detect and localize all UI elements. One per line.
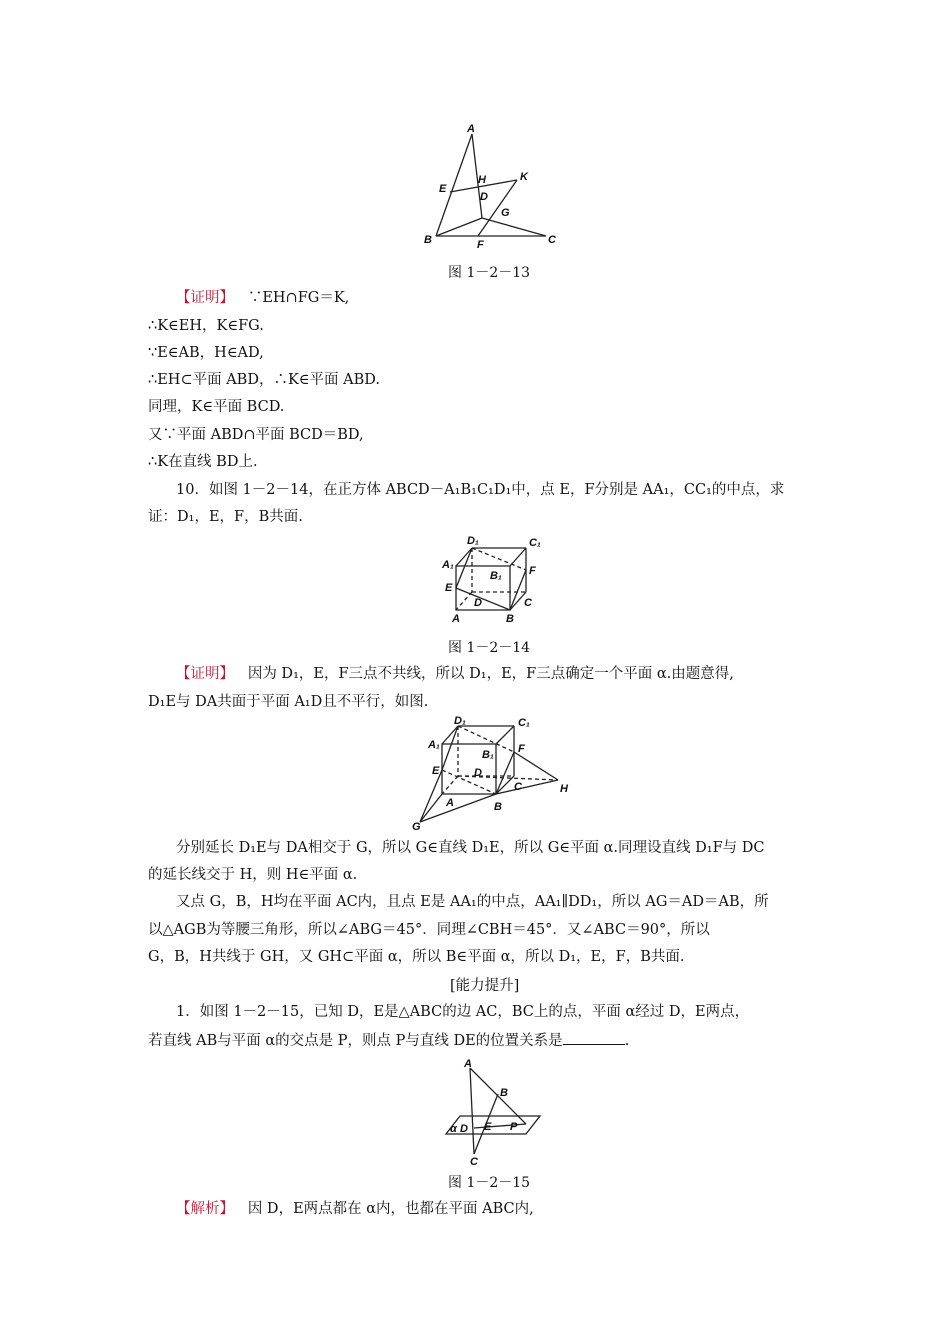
proof-2-line-2: D₁E与 DA共面于平面 A₁D且不平行，如图. <box>148 694 429 710</box>
fig14-label-E: E <box>445 582 453 594</box>
fig13-label-A: A <box>467 123 475 135</box>
figx-label-A: A <box>446 797 454 809</box>
fig13-label-H: H <box>478 174 486 186</box>
figure-1-2-14 <box>440 536 550 628</box>
fig15-label-B: B <box>500 1087 508 1099</box>
fig13-label-F: F <box>477 239 484 251</box>
fig14-label-A: A <box>452 613 460 625</box>
figx-label-B: B <box>494 801 502 813</box>
analysis-text-1: 因 D，E两点都在 α内，也都在平面 ABC内, <box>247 1201 534 1217</box>
figure-1-2-13-caption: 图 1－2－13 <box>448 265 531 281</box>
fig13-label-C: C <box>548 234 556 246</box>
figure-extended-cube <box>410 715 580 833</box>
fig15-label-P: P <box>510 1121 518 1133</box>
figure-1-2-15-caption: 图 1－2－15 <box>448 1175 531 1191</box>
fig14-label-F: F <box>529 565 536 577</box>
proof-1-line-3: ∵E∈AB，H∈AD, <box>148 345 264 361</box>
proof-2-line-4: 的延长线交于 H，则 H∈平面 α. <box>148 867 358 883</box>
fig15-label-A: A <box>464 1058 472 1070</box>
figx-label-A1: A₁ <box>428 739 440 751</box>
fig14-label-C1: C₁ <box>529 537 541 549</box>
problem-1-text-2-end: . <box>624 1033 630 1049</box>
proof-1-line-1 <box>176 288 349 308</box>
problem-1-line-1: 1．如图 1－2－15，已知 D，E是△ABC的边 AC，BC上的点，平面 α经过 D，E两点， <box>176 1004 750 1020</box>
figure-1-2-13 <box>420 122 570 250</box>
fig14-label-B: B <box>506 613 514 625</box>
fig15-label-E: E <box>484 1121 492 1133</box>
fig14-label-A1: A₁ <box>442 559 454 571</box>
figx-label-D1: D₁ <box>454 715 466 727</box>
fig14-label-C: C <box>524 597 532 609</box>
fig14-label-B1: B₁ <box>490 570 502 582</box>
proof-1-tag: 【证明】 <box>176 290 234 306</box>
proof-2-tag: 【证明】 <box>176 666 234 682</box>
proof-2-line-5: 又点 G，B，H均在平面 AC内，且点 E是 AA₁的中点，AA₁∥DD₁，所以 AG＝AD＝AB，所 <box>176 894 769 910</box>
fig13-label-B: B <box>424 234 432 246</box>
figx-label-G: G <box>412 821 421 833</box>
fig13-label-G: G <box>501 207 510 219</box>
figx-label-B1: B₁ <box>482 749 494 761</box>
fig14-label-D1: D₁ <box>467 535 479 547</box>
section-title: [能力提升] <box>450 978 520 994</box>
proof-2-text-1: 因为 D₁，E，F三点不共线，所以 D₁，E，F三点确定一个平面 α.由题意得, <box>247 666 734 682</box>
proof-1-line-7: ∴K在直线 BD上. <box>148 454 258 470</box>
fig15-label-C: C <box>470 1156 478 1168</box>
analysis-tag: 【解析】 <box>176 1201 234 1217</box>
proof-1-line-5: 同理，K∈平面 BCD. <box>148 399 285 415</box>
figx-label-F: F <box>518 743 525 755</box>
problem-10-line-1: 10．如图 1－2－14，在正方体 ABCD－A₁B₁C₁D₁中，点 E，F分别是 AA₁，CC₁的中点，求 <box>176 482 785 498</box>
figx-label-C1: C₁ <box>518 717 530 729</box>
proof-2-line-3: 分别延长 D₁E与 DA相交于 G，所以 G∈直线 D₁E，所以 G∈平面 α.同理设直线 D₁F与 DC <box>176 840 765 856</box>
proof-1-text-1: ∵EH∩FG＝K, <box>247 290 350 306</box>
analysis-line-1 <box>176 1199 534 1219</box>
answer-blank[interactable] <box>563 1030 625 1045</box>
proof-2-line-1 <box>176 664 734 684</box>
fig13-label-E: E <box>439 183 447 195</box>
proof-1-line-2: ∴K∈EH，K∈FG. <box>148 318 264 334</box>
problem-1-text-2: 若直线 AB与平面 α的交点是 P，则点 P与直线 DE的位置关系是 <box>148 1033 563 1049</box>
figx-label-C: C <box>514 781 522 793</box>
fig13-label-K: K <box>520 171 528 183</box>
figure-1-2-15 <box>442 1058 552 1166</box>
fig15-label-D: D <box>460 1123 468 1135</box>
proof-2-line-7: G，B，H共线于 GH，又 GH⊂平面 α，所以 B∈平面 α，所以 D₁，E，F，B共面. <box>148 949 685 965</box>
proof-1-line-6: 又∵平面 ABD∩平面 BCD＝BD, <box>148 427 364 443</box>
proof-2-line-6: 以△AGB为等腰三角形，所以∠ABG＝45°．同理∠CBH＝45°．又∠ABC＝90°，所以 <box>148 922 710 938</box>
figx-label-D: D <box>474 767 482 779</box>
fig15-label-alpha: α <box>450 1123 457 1135</box>
problem-1-line-2 <box>148 1030 629 1051</box>
figx-label-E: E <box>432 765 440 777</box>
fig14-label-D: D <box>474 597 482 609</box>
proof-1-line-4: ∴EH⊂平面 ABD，∴K∈平面 ABD. <box>148 372 380 388</box>
figx-label-H: H <box>560 783 568 795</box>
figure-1-2-14-caption: 图 1－2－14 <box>448 640 531 656</box>
problem-10-line-2: 证：D₁，E，F，B共面. <box>148 509 303 525</box>
fig13-label-D: D <box>480 191 488 203</box>
